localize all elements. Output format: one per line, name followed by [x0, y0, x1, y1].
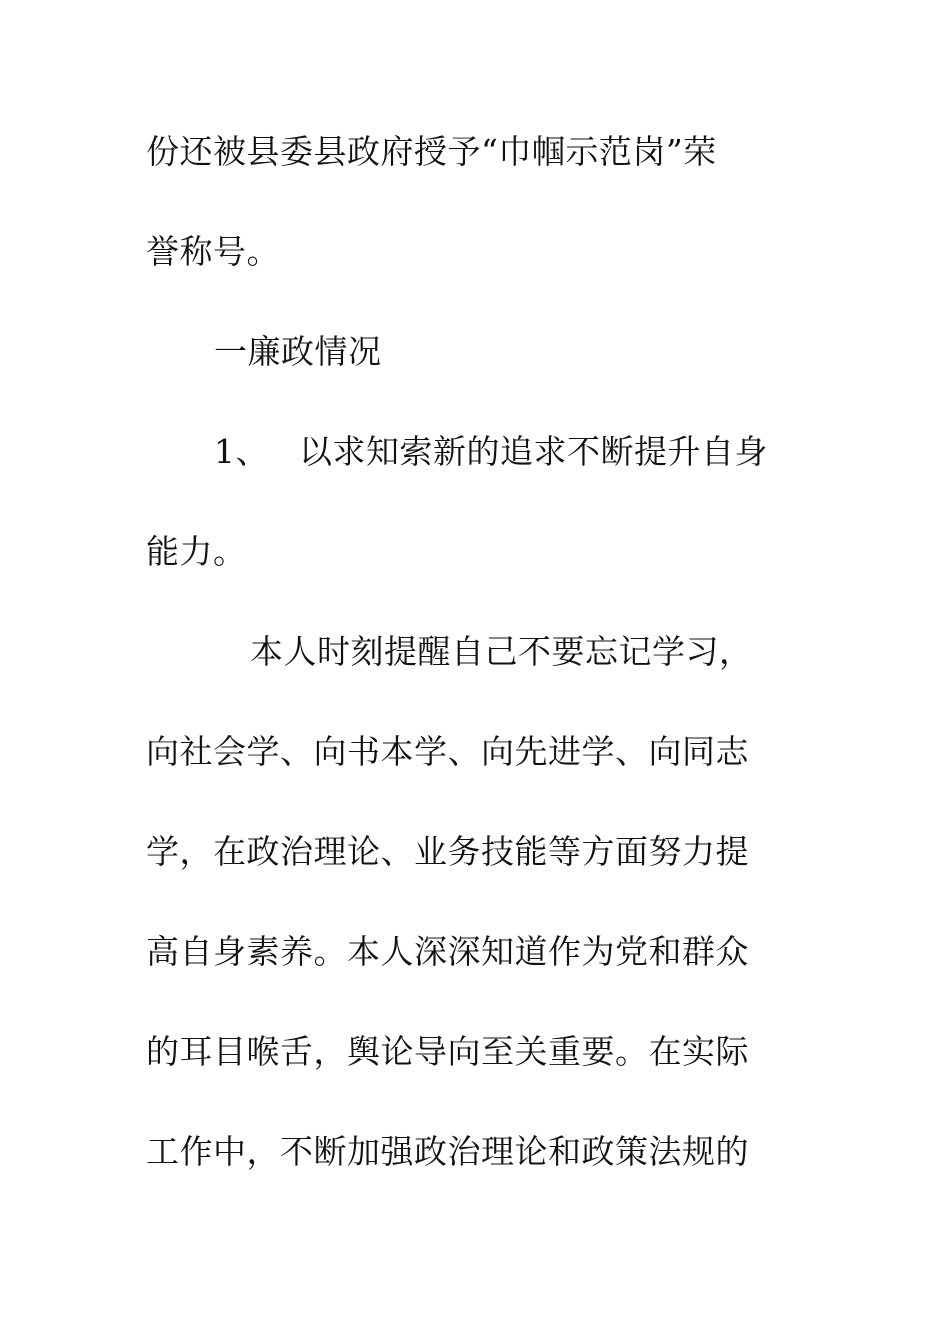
heading-number: 1、 — [214, 432, 269, 471]
paragraph-line: 工作中，不断加强政治理论和政策法规的 — [146, 1132, 749, 1171]
paragraph-line: 本人时刻提醒自己不要忘记学习， — [250, 632, 753, 671]
paragraph-line: 份还被县委县政府授予“巾帼示范岗”荣 — [146, 132, 717, 171]
paragraph-line: 学，在政治理论、业务技能等方面努力提 — [146, 832, 749, 871]
subsection-heading — [214, 422, 854, 482]
paragraph-line: 的耳目喉舌，舆论导向至关重要。在实际 — [146, 1032, 749, 1071]
paragraph-line: 向社会学、向书本学、向先进学、向同志 — [146, 732, 749, 771]
paragraph-line: 高自身素养。本人深深知道作为党和群众 — [146, 932, 749, 971]
heading-text: 以求知索新的追求不断提升自身 — [299, 432, 768, 471]
paragraph-line: 能力。 — [146, 532, 247, 571]
section-heading: 一廉政情况 — [214, 332, 382, 371]
paragraph-line: 誉称号。 — [146, 232, 280, 271]
